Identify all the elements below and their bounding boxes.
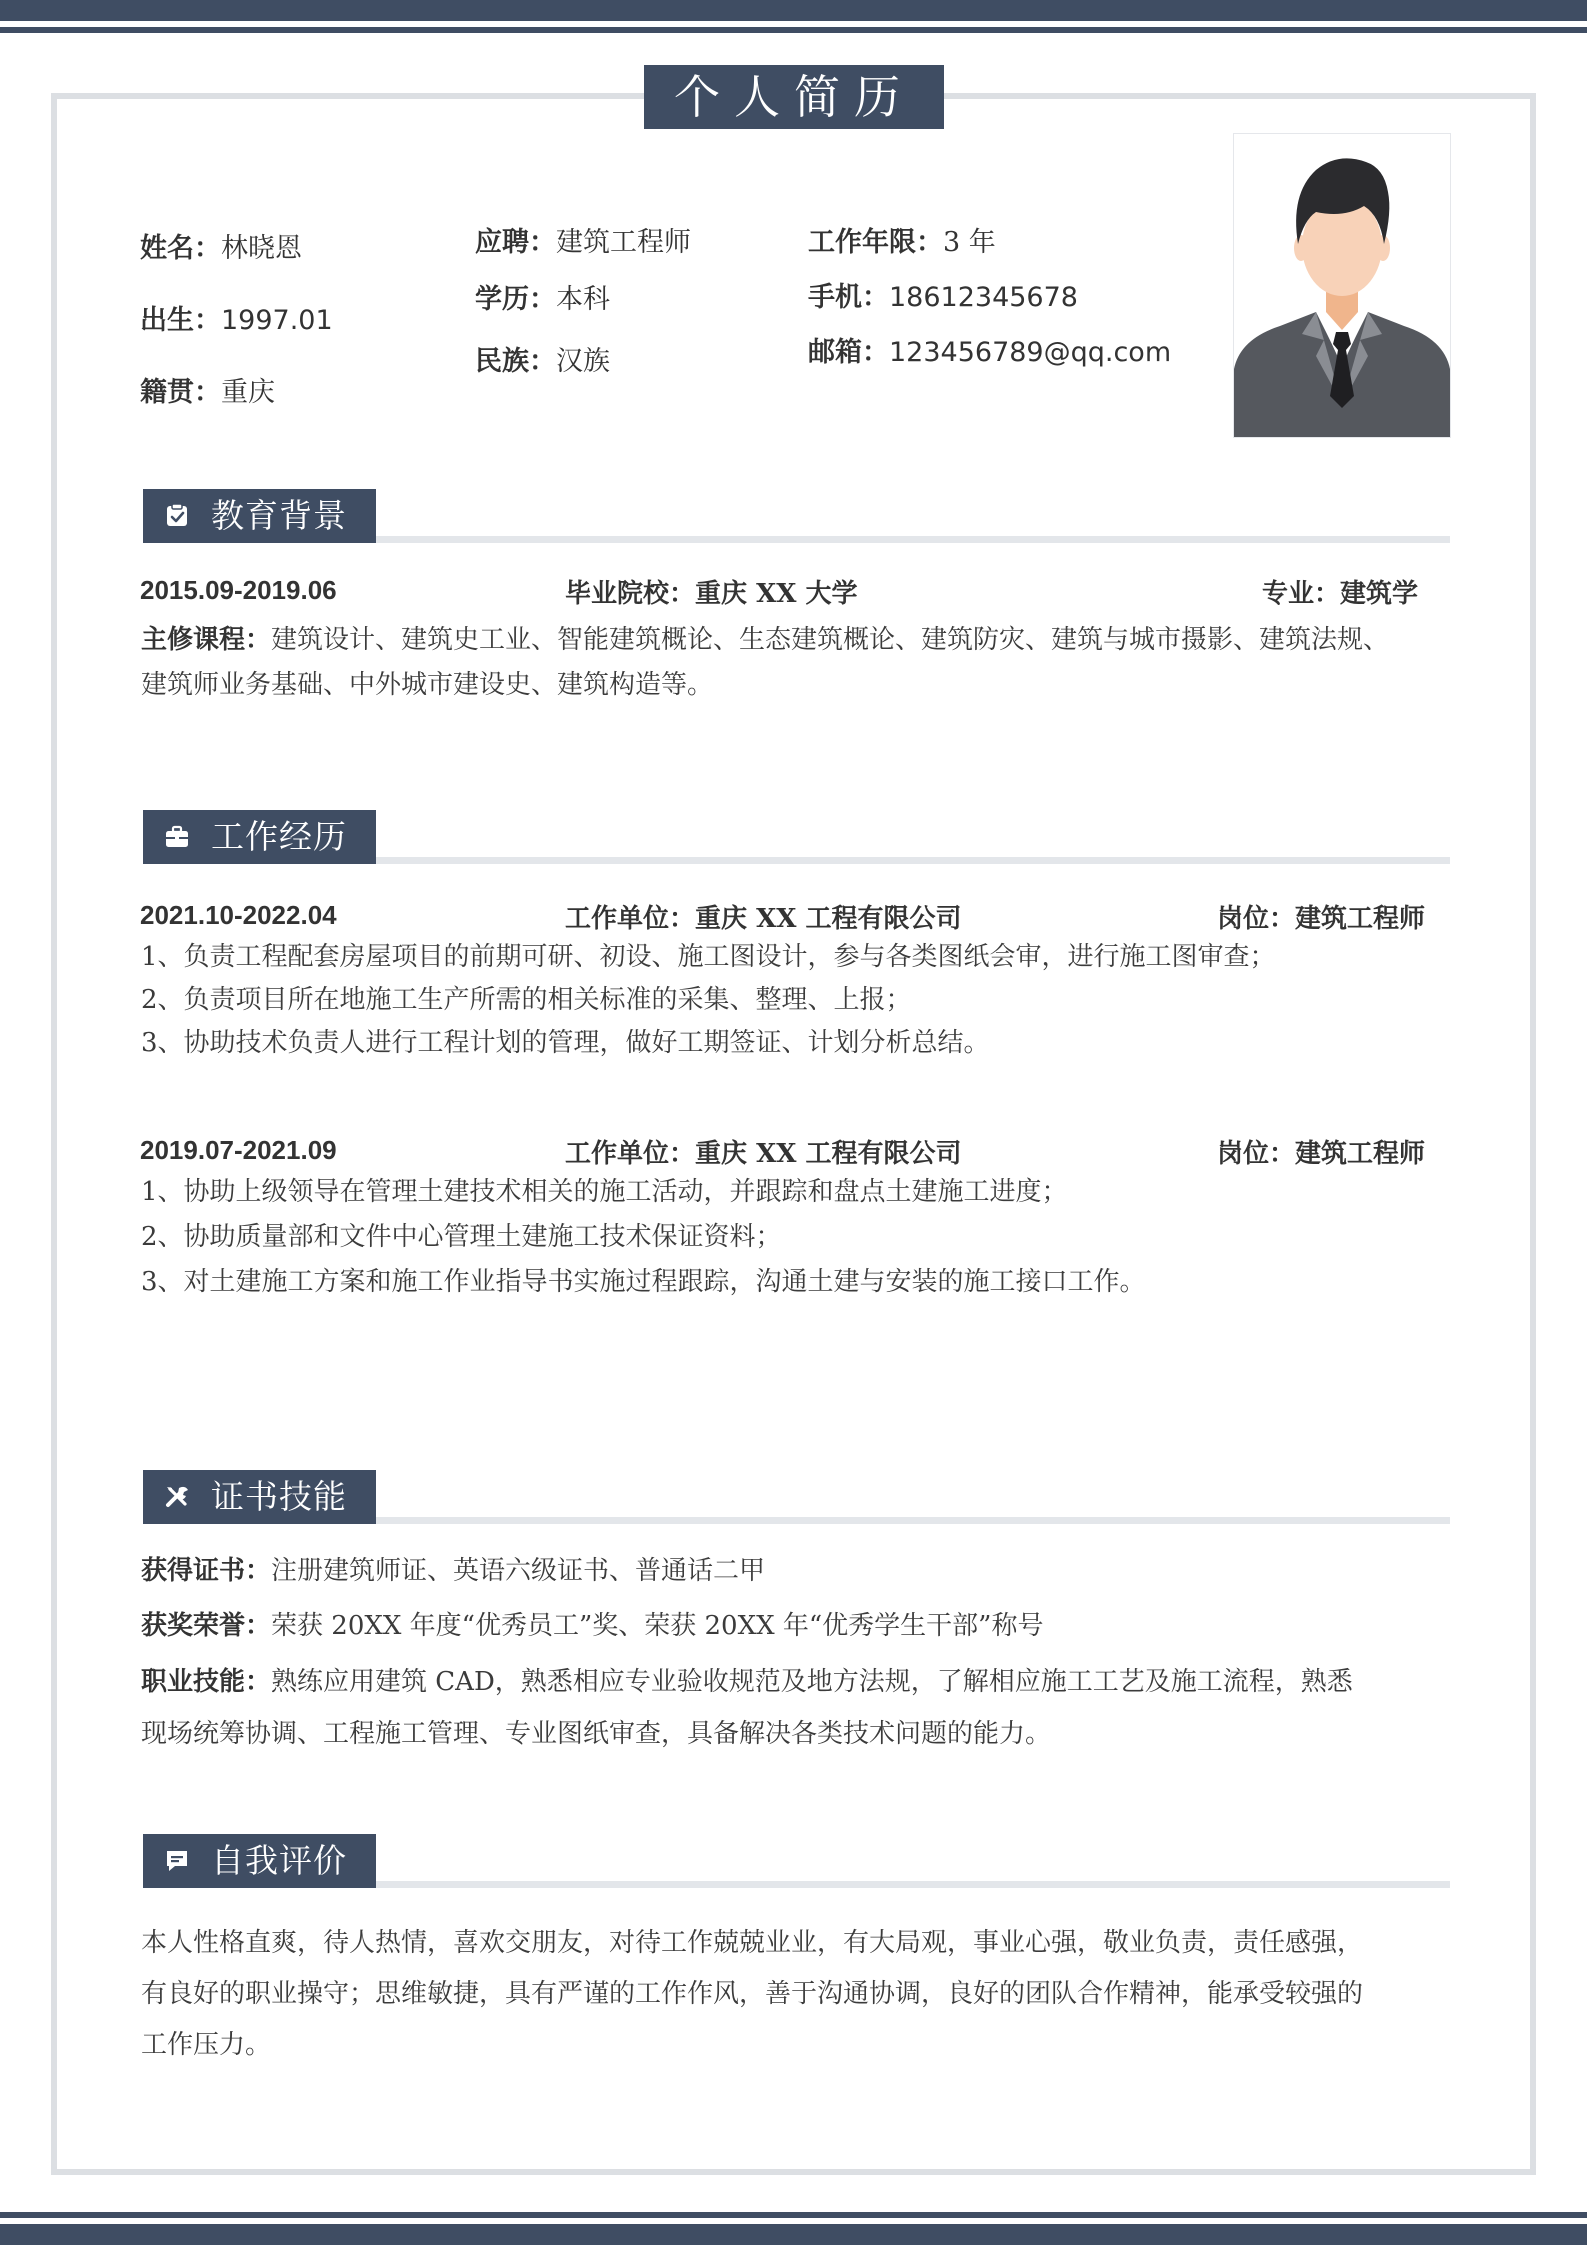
bottom-band	[0, 2224, 1587, 2245]
top-band-thin	[0, 27, 1587, 33]
job-1-company	[565, 898, 961, 935]
professional-skills-label: 职业技能：	[141, 1667, 272, 1697]
professional-skills-line-2: 现场统筹协调、工程施工管理、专业图纸审查，具备解决各类技术问题的能力。	[141, 1719, 1052, 1749]
courses-label: 主修课程：	[141, 625, 272, 655]
duty-item: 3、对土建施工方案和施工作业指导书实施过程跟踪，沟通土建与安装的施工接口工作。	[141, 1267, 1146, 1297]
major-label: 专业：	[1262, 579, 1341, 609]
name-value: 林晓恩	[221, 233, 302, 264]
years-label: 工作年限：	[808, 227, 943, 258]
school-value: 重庆 XX 大学	[695, 579, 858, 609]
native-label: 籍贯：	[140, 377, 221, 408]
name-label: 姓名：	[140, 233, 221, 264]
email-value: 123456789@qq.com	[889, 337, 1172, 368]
awards-label: 获奖荣誉：	[141, 1611, 272, 1641]
birth-label: 出生：	[140, 305, 221, 336]
education-level-value: 本科	[556, 284, 610, 315]
phone-label: 手机：	[808, 282, 889, 313]
native-value: 重庆	[221, 377, 275, 408]
awards-value: 荣获 20XX 年度“优秀员工”奖、荣获 20XX 年“优秀学生干部”称号	[271, 1611, 1044, 1641]
education-level-label: 学历：	[475, 284, 556, 315]
job-2-period: 2019.07-2021.09	[140, 1135, 337, 1165]
professional-skills-paragraph	[141, 1656, 1453, 1760]
top-band	[0, 0, 1587, 21]
section-title-skills: 证书技能	[211, 1477, 347, 1516]
job-2-company	[565, 1133, 961, 1170]
years-value: 3 年	[943, 227, 996, 258]
phone-value: 18612345678	[889, 282, 1078, 313]
message-icon	[163, 1847, 191, 1875]
email-label: 邮箱：	[808, 337, 889, 368]
job-1-position	[1217, 898, 1425, 935]
job-1-duties	[141, 936, 1453, 1065]
courses-paragraph	[141, 618, 1453, 708]
briefcase-icon	[163, 823, 191, 851]
certificates-value: 注册建筑师证、英语六级证书、普通话二甲	[271, 1556, 766, 1586]
certificates-paragraph	[141, 1549, 1453, 1594]
certificates-label: 获得证书：	[141, 1556, 272, 1586]
position-value: 建筑工程师	[1295, 1139, 1426, 1169]
native-field	[140, 370, 275, 409]
education-period: 2015.09-2019.06	[140, 575, 337, 605]
company-label: 工作单位：	[565, 904, 696, 934]
position-value: 建筑工程师	[1295, 904, 1426, 934]
section-title-education: 教育背景	[211, 496, 347, 535]
section-self-evaluation	[143, 1834, 1450, 1888]
job-2-duties	[141, 1170, 1453, 1305]
apply-value: 建筑工程师	[556, 227, 691, 258]
avatar	[1233, 133, 1451, 438]
duty-item: 1、负责工程配套房屋项目的前期可研、初设、施工图设计，参与各类图纸会审，进行施工图审查；	[141, 942, 1276, 972]
duty-item: 1、协助上级领导在管理土建技术相关的施工活动，并跟踪和盘点土建施工进度；	[141, 1177, 1068, 1207]
section-tab-education	[143, 489, 376, 543]
duty-item: 2、负责项目所在地施工生产所需的相关标准的采集、整理、上报；	[141, 985, 912, 1015]
page-title: 个人简历	[644, 65, 944, 129]
years-field	[808, 220, 996, 259]
tools-icon	[163, 1483, 191, 1511]
bottom-band-thin	[0, 2212, 1587, 2218]
duty-item: 2、协助质量部和文件中心管理土建施工技术保证资料；	[141, 1222, 782, 1252]
clipboard-check-icon	[163, 502, 191, 530]
school-field	[565, 573, 857, 610]
birth-field	[140, 298, 333, 337]
section-tab-work	[143, 810, 376, 864]
section-education	[143, 489, 1450, 543]
courses-line-2: 建筑师业务基础、中外城市建设史、建筑构造等。	[141, 670, 714, 700]
ethnic-label: 民族：	[475, 346, 556, 377]
education-level-field	[475, 277, 610, 316]
major-field	[1262, 573, 1418, 610]
apply-label: 应聘：	[475, 227, 556, 258]
duty-item: 3、协助技术负责人进行工程计划的管理，做好工期签证、计划分析总结。	[141, 1028, 990, 1058]
self-evaluation-line: 工作压力。	[141, 2030, 272, 2060]
job-1-period: 2021.10-2022.04	[140, 900, 337, 930]
company-value: 重庆 XX 工程有限公司	[695, 1139, 962, 1169]
phone-field	[808, 275, 1078, 314]
section-tab-self-evaluation	[143, 1834, 376, 1888]
self-evaluation-line: 本人性格直爽，待人热情，喜欢交朋友，对待工作兢兢业业，有大局观，事业心强，敬业负责，责任感强，	[141, 1928, 1364, 1958]
self-evaluation-line: 有良好的职业操守；思维敏捷，具有严谨的工作作风，善于沟通协调，良好的团队合作精神，能承受较强的	[141, 1979, 1364, 2009]
email-field	[808, 330, 1171, 369]
apply-field	[475, 220, 691, 259]
birth-value: 1997.01	[221, 305, 333, 336]
school-label: 毕业院校：	[565, 579, 696, 609]
section-skills	[143, 1470, 1450, 1524]
awards-paragraph	[141, 1604, 1453, 1649]
company-label: 工作单位：	[565, 1139, 696, 1169]
section-title-self-evaluation: 自我评价	[211, 1841, 347, 1880]
name-field	[140, 226, 302, 265]
professional-skills-line-1: 熟练应用建筑 CAD，熟悉相应专业验收规范及地方法规，了解相应施工工艺及施工流程，熟悉	[271, 1667, 1353, 1697]
avatar-illustration	[1234, 134, 1450, 437]
position-label: 岗位：	[1217, 1139, 1296, 1169]
major-value: 建筑学	[1340, 579, 1419, 609]
job-2-position	[1217, 1133, 1425, 1170]
section-work	[143, 810, 1450, 864]
position-label: 岗位：	[1217, 904, 1296, 934]
self-evaluation-paragraph	[141, 1918, 1453, 2071]
ethnic-value: 汉族	[556, 346, 610, 377]
courses-line-1: 建筑设计、建筑史工业、智能建筑概论、生态建筑概论、建筑防灾、建筑与城市摄影、建筑法规、	[271, 625, 1390, 655]
company-value: 重庆 XX 工程有限公司	[695, 904, 962, 934]
section-tab-skills	[143, 1470, 376, 1524]
ethnic-field	[475, 339, 610, 378]
section-title-work: 工作经历	[211, 817, 347, 856]
